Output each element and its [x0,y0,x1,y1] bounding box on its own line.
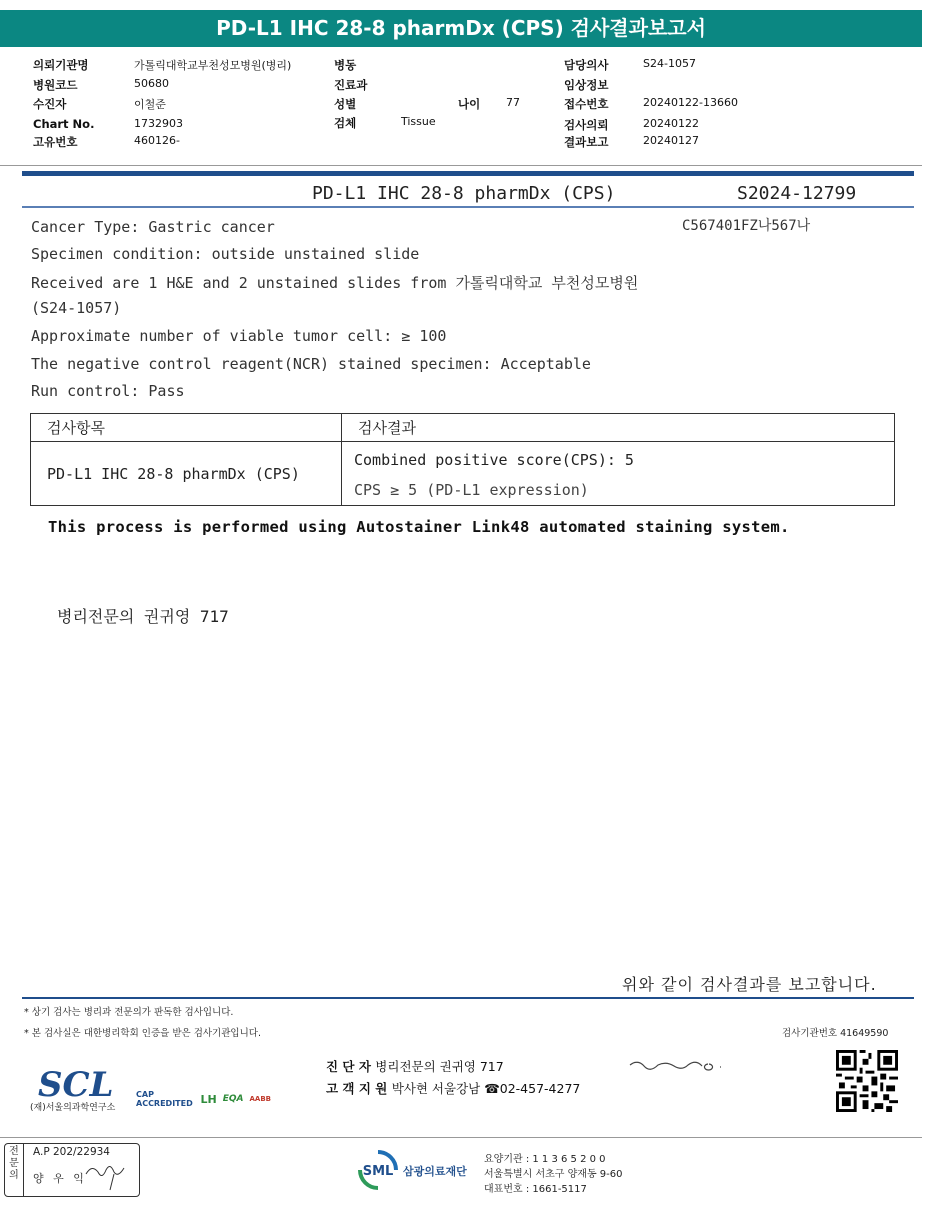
header-label-chart-no: Chart No. [33,117,95,131]
result-cps-score: Combined positive score(CPS): 5 [354,450,634,469]
run-control-line: Run control: Pass [31,382,185,400]
header-value-request-date: 20240122 [643,117,699,130]
table-header-result: 검사결과 [342,414,895,442]
table-header-item: 검사항목 [31,414,342,442]
header-label-report-date: 결과보고 [564,135,609,149]
report-title-bar: PD-L1 IHC 28-8 pharmDx (CPS) 검사결과보고서 [0,10,922,47]
result-cps-expression: CPS ≥ 5 (PD-L1 expression) [354,480,589,499]
header-value-receipt-no: 20240122-13660 [643,96,738,109]
report-code: C567401FZ나567나 [682,218,811,234]
header-label-doctor: 담당의사 [564,58,609,72]
header-divider [0,165,922,166]
report-statement: 위와 같이 검사결과를 보고합니다. [622,975,877,994]
report-number: S2024-12799 [737,183,857,204]
header-value-unique-no: 460126- [134,134,180,147]
header-label-receipt-no: 접수번호 [564,97,609,111]
certification-logos [136,1086,271,1112]
header-value-age: 77 [506,96,520,109]
report-test-title: PD-L1 IHC 28-8 pharmDx (CPS) [312,183,616,204]
specimen-condition-line: Specimen condition: outside unstained slide [31,245,420,263]
client-support-value: 박사현 서울강남 ☎02-457-4277 [391,1081,581,1096]
header-label-department: 진료과 [334,78,368,92]
stamp-name: 양 우 익 [33,1172,87,1185]
aabb-logo: AABB [249,1095,271,1103]
report-title-rule [22,206,914,208]
result-table [30,413,895,506]
footer-rule [22,997,914,999]
sml-logo-mark [356,1150,400,1190]
main-phone: 대표번호 : 1661-5117 [484,1184,587,1195]
table-cell-result [342,442,895,506]
diagnostician-label: 진 단 자 [326,1059,371,1074]
tumor-cell-line: Approximate number of viable tumor cell: ≥ 100 [31,327,447,345]
institution-number: 검사기관번호 41649590 [782,1028,889,1039]
diagnostician-value: 병리전문의 권귀영 717 [375,1059,504,1074]
received-line: Received are 1 H&E and 2 unstained slides from 가톨릭대학교 부천성모병원 [31,274,639,292]
stamp-vertical-label: 전문의 [5,1144,24,1196]
footer-divider [0,1137,922,1138]
header-label-request-date: 검사의뢰 [564,118,609,132]
client-support-label: 고 객 지 원 [326,1081,388,1096]
client-support-row [326,1079,580,1097]
sml-name: 삼광의료재단 [403,1165,467,1178]
scl-name: (재)서울의과학연구소 [30,1103,116,1113]
table-cell-item: PD-L1 IHC 28-8 pharmDx (CPS) [31,442,342,506]
header-label-client: 의뢰기관명 [33,58,89,72]
signer-line: 병리전문의 권귀영 717 [57,607,229,626]
header-label-unique-no: 고유번호 [33,135,78,149]
footer-note-2: * 본 검사실은 대한병리학회 인증을 받은 검사기관입니다. [24,1028,261,1039]
process-note: This process is performed using Autostainer Link48 automated staining system. [48,518,790,536]
footer-note-1: * 상기 검사는 병리과 전문의가 판독한 검사입니다. [24,1007,234,1018]
diagnostician-row [326,1057,504,1075]
header-label-sex: 성별 [334,97,357,111]
cap-logo: CAP ACCREDITED [136,1090,193,1108]
report-top-rule [22,171,914,176]
header-value-chart-no: 1732903 [134,117,183,130]
care-institution-no: 요양기관 : 1 1 3 6 5 2 0 0 [484,1154,606,1165]
header-label-clinical-info: 임상정보 [564,78,609,92]
cancer-type-line: Cancer Type: Gastric cancer [31,218,275,236]
header-label-age: 나이 [458,97,481,111]
header-value-patient: 이철준 [134,98,166,111]
header-value-hospital-code: 50680 [134,77,169,90]
header-value-report-date: 20240127 [643,134,699,147]
header-value-doctor: S24-1057 [643,57,696,70]
header-label-ward: 병동 [334,58,357,72]
header-value-specimen: Tissue [401,115,436,128]
ncr-line: The negative control reagent(NCR) stained specimen: Acceptable [31,355,591,373]
header-value-client: 가톨릭대학교부천성모병원(병리) [134,59,292,72]
qr-code [836,1050,898,1112]
eqa-logo: EQA [222,1094,244,1104]
address: 서울특별시 서초구 양재동 9-60 [484,1169,623,1180]
stamp-license: A.P 202/22934 [33,1146,110,1158]
sml-logo-text: SML [362,1164,394,1179]
signature-image [628,1055,724,1073]
header-label-patient: 수진자 [33,97,67,111]
scl-logo: SCL [38,1065,114,1105]
header-label-hospital-code: 병원코드 [33,78,78,92]
received-ref-line: (S24-1057) [31,299,122,317]
header-label-specimen: 검체 [334,116,357,130]
lh-logo: LH [200,1092,217,1106]
stamp-signature [84,1160,134,1192]
